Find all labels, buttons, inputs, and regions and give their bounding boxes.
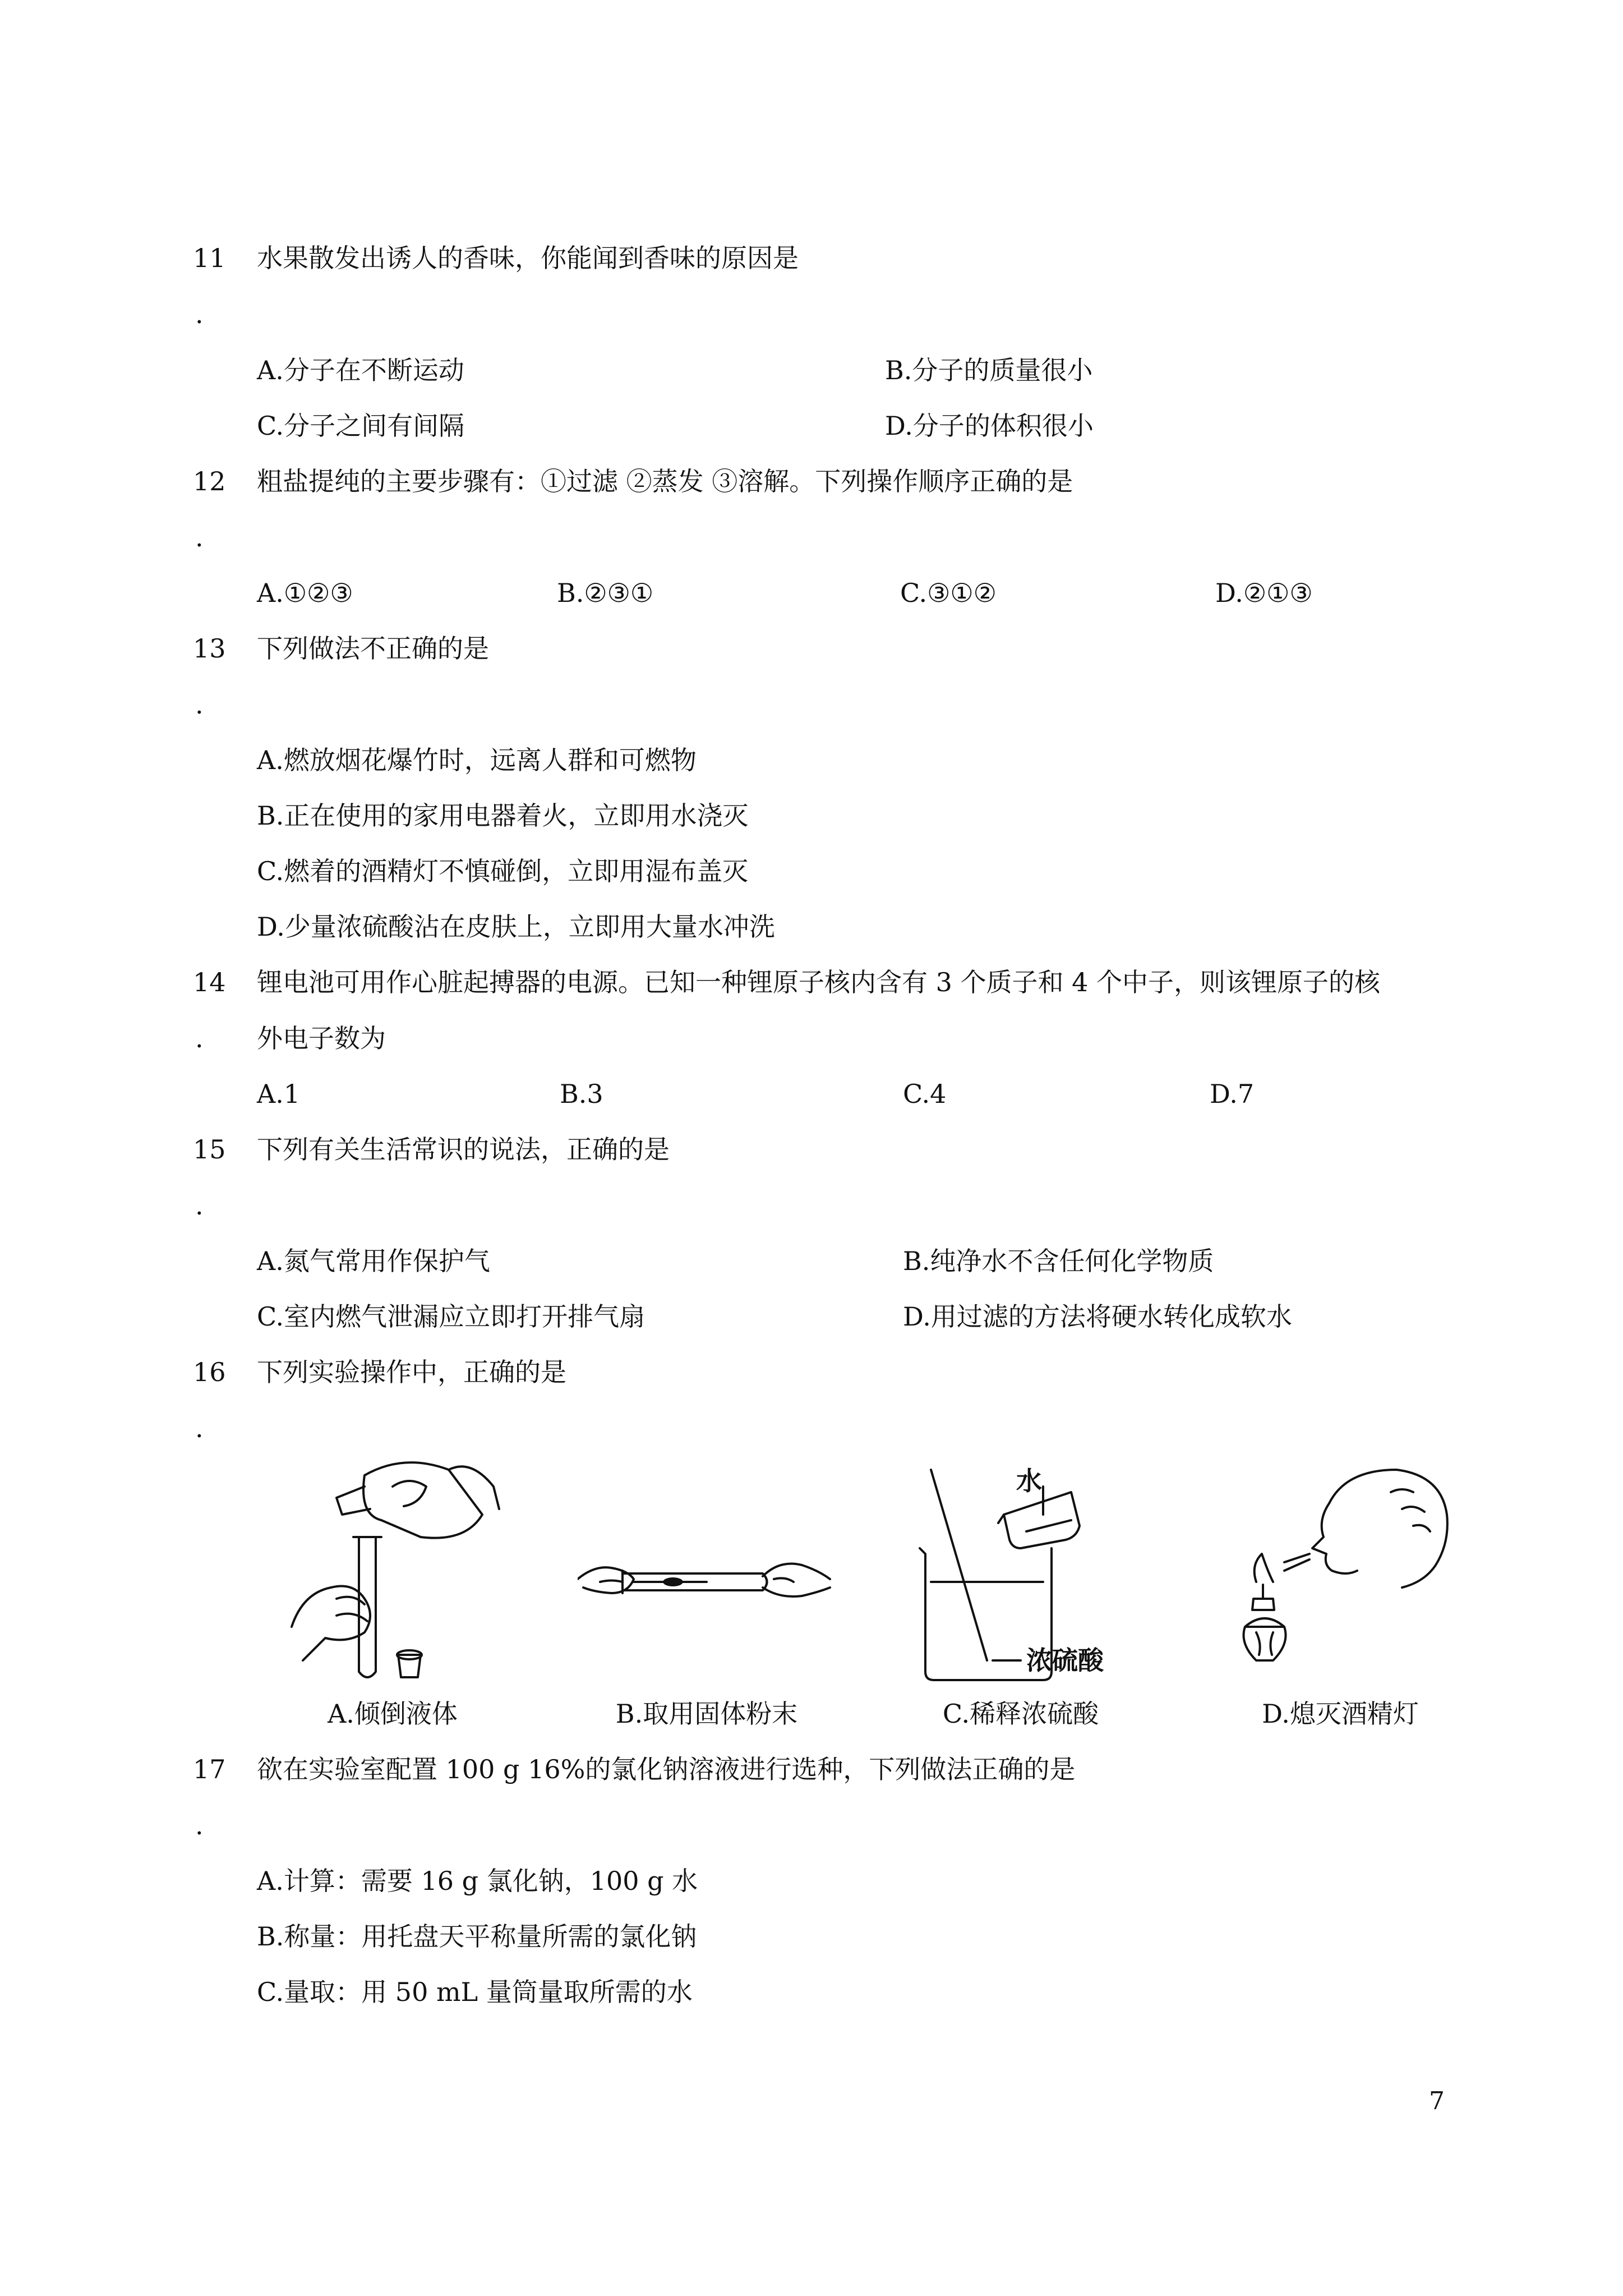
option-a: A.计算：需要 16 g 氯化钠，100 g 水 [257, 1866, 698, 1896]
question-number: 11 [193, 243, 226, 273]
acid-label: 浓硫酸 [1026, 1645, 1104, 1676]
option-d: D.分子的体积很小 [885, 411, 1094, 441]
option-d: D.②①③ [1215, 578, 1313, 608]
option-c: C.4 [903, 1079, 947, 1109]
page-number: 7 [1429, 2087, 1445, 2115]
question-stem-continued: 外电子数为 [257, 1023, 386, 1053]
water-label: 水 [1016, 1466, 1042, 1496]
test-tube-powder-icon [578, 1526, 836, 1638]
option-d: D.少量浓硫酸沾在皮肤上，立即用大量水冲洗 [257, 912, 775, 942]
question-dot: . [195, 1810, 204, 1841]
option-d: D.用过滤的方法将硬水转化成软水 [903, 1301, 1292, 1332]
alcohol-lamp-blow-icon [1234, 1458, 1469, 1694]
figure-caption-d: D.熄灭酒精灯 [1262, 1699, 1419, 1729]
question-stem: 下列做法不正确的是 [257, 633, 489, 664]
question-dot: . [195, 1413, 204, 1443]
figure-caption-c: C.稀释浓硫酸 [942, 1699, 1099, 1729]
option-b: B.正在使用的家用电器着火，立即用水浇灭 [257, 800, 749, 831]
question-dot: . [195, 299, 204, 329]
pouring-liquid-icon [280, 1453, 527, 1688]
question-number: 16 [193, 1357, 226, 1387]
question-stem: 粗盐提纯的主要步骤有：①过滤 ②蒸发 ③溶解。下列操作顺序正确的是 [257, 466, 1073, 496]
option-b: B.②③① [557, 578, 654, 608]
question-stem: 下列实验操作中，正确的是 [257, 1357, 566, 1387]
figure-caption-b: B.取用固体粉末 [615, 1699, 798, 1729]
question-dot: . [195, 1023, 204, 1053]
question-dot: . [195, 522, 204, 553]
question-number: 17 [193, 1754, 226, 1784]
question-number: 12 [193, 466, 226, 496]
option-a: A.分子在不断运动 [257, 355, 464, 385]
question-number: 15 [193, 1134, 226, 1165]
question-stem: 欲在实验室配置 100 g 16%的氯化钠溶液进行选种，下列做法正确的是 [257, 1754, 1076, 1784]
option-b: B.分子的质量很小 [885, 355, 1093, 385]
option-a: A.燃放烟花爆竹时，远离人群和可燃物 [257, 745, 697, 775]
option-c: C.③①② [900, 578, 997, 608]
figure-caption-a: A.倾倒液体 [328, 1699, 458, 1729]
option-b: B.3 [560, 1079, 603, 1109]
question-stem: 水果散发出诱人的香味，你能闻到香味的原因是 [257, 243, 799, 273]
option-d: D.7 [1210, 1079, 1255, 1109]
option-c: C.分子之间有间隔 [257, 411, 465, 441]
question-dot: . [195, 1190, 204, 1221]
question-stem: 下列有关生活常识的说法，正确的是 [257, 1134, 670, 1165]
option-c: C.燃着的酒精灯不慎碰倒，立即用湿布盖灭 [257, 856, 749, 886]
option-a: A.①②③ [257, 578, 353, 608]
question-dot: . [195, 689, 204, 720]
option-b: B.称量：用托盘天平称量所需的氯化钠 [257, 1921, 697, 1952]
question-number: 14 [193, 967, 226, 997]
question-stem: 锂电池可用作心脏起搏器的电源。已知一种锂原子核内含有 3 个质子和 4 个中子，则该锂原子的核 [257, 967, 1381, 997]
question-number: 13 [193, 633, 226, 664]
option-a: A.1 [257, 1079, 301, 1109]
option-a: A.氮气常用作保护气 [257, 1246, 490, 1276]
option-b: B.纯净水不含任何化学物质 [903, 1246, 1214, 1276]
option-c: C.量取：用 50 mL 量筒量取所需的水 [257, 1977, 693, 2007]
option-c: C.室内燃气泄漏应立即打开排气扇 [257, 1301, 645, 1332]
